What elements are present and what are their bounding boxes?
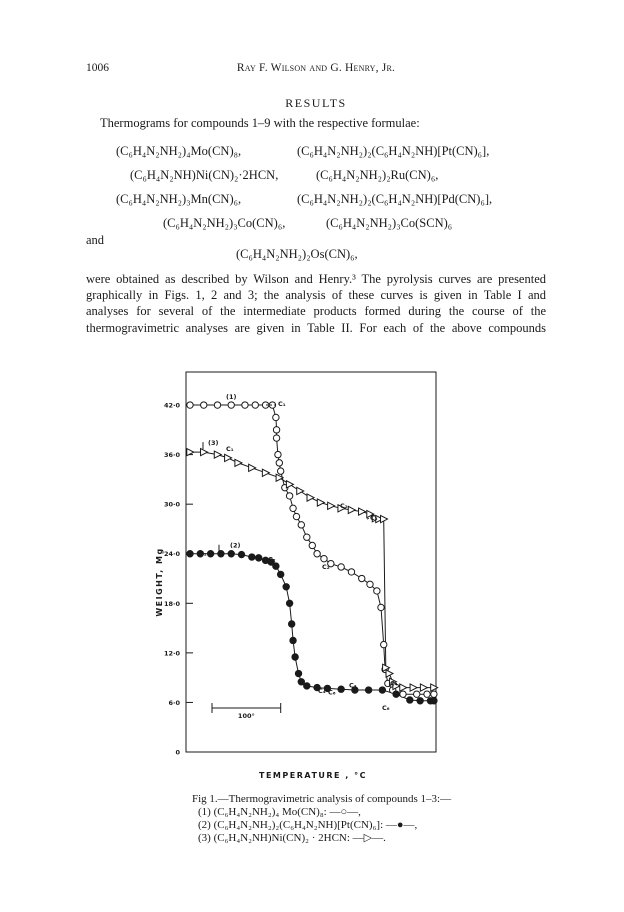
data-point bbox=[288, 621, 295, 628]
data-point bbox=[225, 454, 232, 461]
data-point bbox=[321, 555, 327, 561]
curve-annotation: C₁ bbox=[199, 549, 207, 558]
data-point bbox=[249, 554, 256, 561]
data-point bbox=[431, 691, 437, 697]
data-point bbox=[275, 451, 281, 457]
data-point bbox=[378, 604, 384, 610]
curve-annotation: C₂ bbox=[268, 555, 276, 564]
data-point bbox=[407, 697, 414, 704]
caption-item: (2) (C₆H₄N₂NH₂)₂(C₆H₄N₂NH)[Pt(CN)₆]: —●—, bbox=[198, 819, 418, 831]
data-point bbox=[238, 551, 245, 558]
data-point bbox=[367, 581, 373, 587]
curve-annotation: C₁ bbox=[226, 445, 234, 454]
series-line-2 bbox=[190, 554, 434, 701]
data-point bbox=[303, 683, 310, 690]
curve-annotation: C₃ bbox=[349, 681, 357, 690]
scale-bar-label: 100° bbox=[237, 712, 255, 720]
y-tick-label: 0 bbox=[175, 748, 180, 757]
data-point bbox=[249, 464, 256, 471]
data-point bbox=[338, 564, 344, 570]
data-point bbox=[297, 487, 304, 494]
data-point bbox=[187, 550, 194, 557]
data-point bbox=[242, 402, 248, 408]
data-point bbox=[379, 687, 386, 694]
data-point bbox=[314, 551, 320, 557]
data-point bbox=[276, 460, 282, 466]
y-tick-label: 6·0 bbox=[168, 698, 180, 707]
data-point bbox=[304, 534, 310, 540]
data-point bbox=[273, 414, 279, 420]
y-tick-label: 30·0 bbox=[163, 500, 180, 509]
formula-5: (C₆H₄N₂NH₂)₃Mn(CN)₆, bbox=[116, 192, 242, 206]
data-point bbox=[235, 459, 242, 466]
data-point bbox=[273, 435, 279, 441]
data-point bbox=[410, 684, 417, 691]
running-authors: Ray F. Wilson and G. Henry, Jr. bbox=[236, 62, 396, 74]
data-point bbox=[201, 449, 208, 456]
data-point bbox=[359, 575, 365, 581]
data-point bbox=[381, 641, 387, 647]
curve-annotation: C₂ bbox=[340, 501, 348, 510]
data-point bbox=[286, 600, 293, 607]
data-point bbox=[277, 571, 284, 578]
caption-item: (1) (C₆H₄N₂NH₂)₄ Mo(CN)₈: —○—, bbox=[198, 806, 361, 818]
data-point bbox=[431, 697, 438, 704]
data-point bbox=[262, 469, 269, 476]
data-point bbox=[214, 402, 220, 408]
data-point bbox=[290, 637, 297, 644]
y-tick-label: 24·0 bbox=[163, 550, 180, 559]
data-point bbox=[348, 569, 354, 575]
series-label: (3) bbox=[208, 439, 219, 448]
data-point bbox=[317, 499, 324, 506]
data-point bbox=[277, 468, 283, 474]
data-point bbox=[374, 588, 380, 594]
y-axis-label: WEIGHT, Mg bbox=[155, 547, 164, 617]
data-point bbox=[359, 508, 366, 515]
curve-annotation: C₃ bbox=[370, 514, 378, 523]
data-point bbox=[273, 563, 280, 570]
y-tick-label: 42·0 bbox=[163, 401, 180, 410]
data-point bbox=[252, 402, 258, 408]
data-point bbox=[292, 654, 299, 661]
curve-annotation: C₆ bbox=[382, 704, 390, 713]
data-point bbox=[290, 505, 296, 511]
data-point bbox=[307, 494, 314, 501]
data-point bbox=[424, 691, 430, 697]
series-markers bbox=[187, 402, 438, 704]
caption-title: Fig 1.—Thermogravimetric analysis of compounds 1–3:— bbox=[192, 793, 452, 805]
data-point bbox=[283, 583, 290, 590]
intro-text: Thermograms for compounds 1–9 with the respective formulae: bbox=[100, 116, 420, 130]
formula-1: (C₆H₄N₂NH₂)₄Mo(CN)₈, bbox=[116, 144, 242, 158]
curve-annotation: C₁ bbox=[278, 400, 286, 409]
formula-8: (C₆H₄N₂NH₂)₃Co(SCN)₆ bbox=[326, 216, 453, 230]
data-point bbox=[386, 670, 393, 677]
series-label: (2) bbox=[230, 541, 241, 550]
curve-annotation: C₆ bbox=[328, 688, 336, 697]
curve-annotation: C₂ bbox=[322, 562, 330, 571]
data-point bbox=[293, 513, 299, 519]
data-point bbox=[207, 550, 214, 557]
data-point bbox=[400, 684, 407, 691]
caption-item: (3) (C₆H₄N₂NH)Ni(CN)₂ · 2HCN: —▷—. bbox=[198, 832, 386, 844]
paragraph-line: graphically in Figs. 1, 2 and 3; the analysis of these curves is given in Table I and bbox=[86, 288, 546, 303]
section-title: RESULTS bbox=[285, 96, 347, 110]
y-tick-label: 18·0 bbox=[163, 599, 180, 608]
page-number: 1006 bbox=[86, 62, 109, 74]
data-point bbox=[348, 506, 355, 513]
series-label: (1) bbox=[226, 393, 237, 402]
curve-annotation: C₅ bbox=[393, 689, 401, 698]
formula-7: (C₆H₄N₂NH₂)₃Co(CN)₆, bbox=[163, 216, 286, 230]
curve-annotation: C₄ bbox=[318, 686, 326, 695]
data-point bbox=[414, 691, 420, 697]
figure-caption bbox=[192, 793, 451, 845]
data-point bbox=[298, 522, 304, 528]
data-point bbox=[187, 402, 193, 408]
data-point bbox=[228, 402, 234, 408]
formula-4: (C₆H₄N₂NH₂)₂Ru(CN)₆, bbox=[316, 168, 439, 182]
data-point bbox=[338, 686, 345, 693]
curve-annotation: C₄ bbox=[390, 679, 398, 688]
data-point bbox=[228, 550, 235, 557]
data-point bbox=[273, 427, 279, 433]
data-point bbox=[255, 555, 262, 562]
formula-2: (C₆H₄N₂NH₂)₂(C₆H₄N₂NH)[Pt(CN)₆], bbox=[297, 144, 490, 158]
data-point bbox=[201, 402, 207, 408]
data-point bbox=[214, 451, 221, 458]
data-point bbox=[431, 684, 438, 691]
formula-3: (C₆H₄N₂NH)Ni(CN)₂·2HCN, bbox=[130, 168, 279, 182]
x-axis-label: TEMPERATURE , °C bbox=[259, 771, 367, 780]
data-point bbox=[286, 493, 292, 499]
paragraph-line: were obtained as described by Wilson and Henry.³ The pyrolysis curves are presented bbox=[86, 272, 546, 286]
data-point bbox=[400, 691, 406, 697]
and-word: and bbox=[86, 233, 105, 247]
paragraph-line: analyses for several of the intermediate products formed during the course of the bbox=[86, 304, 546, 319]
formula-6: (C₆H₄N₂NH₂)₂(C₆H₄N₂NH)[Pd(CN)₆], bbox=[297, 192, 493, 206]
data-point bbox=[417, 697, 424, 704]
y-tick-label: 36·0 bbox=[163, 451, 180, 460]
data-point bbox=[309, 542, 315, 548]
data-point bbox=[295, 670, 302, 677]
data-point bbox=[286, 481, 293, 488]
series-line-3 bbox=[190, 452, 434, 687]
data-point bbox=[328, 502, 335, 509]
data-point bbox=[420, 684, 427, 691]
paragraph-line: thermogravimetric analyses are given in Table II. For each of the above compounds bbox=[86, 320, 546, 335]
data-point bbox=[365, 687, 372, 694]
y-tick-label: 12·0 bbox=[163, 649, 180, 658]
formula-9: (C₆H₄N₂NH₂)₂Os(CN)₆, bbox=[236, 247, 358, 261]
